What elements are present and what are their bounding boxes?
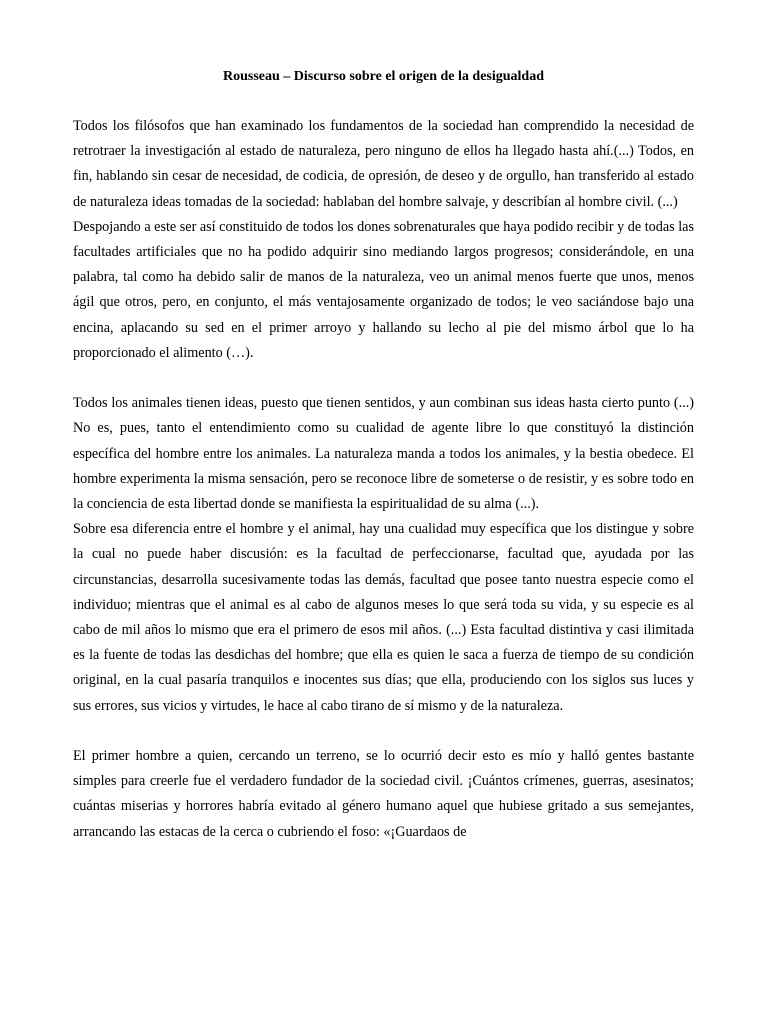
document-title: Rousseau – Discurso sobre el origen de la desigualdad: [223, 69, 544, 84]
paragraph-5: El primer hombre a quien, cercando un terreno, se lo ocurrió decir esto es mío y halló gentes bastante simples para creerle fue el verdadero fundador de la sociedad civil. ¡Cuántos crímenes, guerras, asesinatos; cuántas miserias y horrores habría evitado al género humano aquel que hubiese gritado a sus semejantes, arrancando las estacas de la cerca o cubriendo el foso: «¡Guardaos de: [73, 748, 694, 840]
spacer: [73, 89, 694, 114]
spacer: [73, 719, 694, 744]
paragraph-3: Todos los animales tienen ideas, puesto que tienen sentidos, y aun combinan sus ideas hasta cierto punto (...) No es, pues, tanto el entendimiento como su cualidad de agente libre lo que constituyó la distinción específica del hombre entre los animales. La naturaleza manda a todos los animales, y la bestia obedece. El hombre experimenta la misma sensación, pero se reconoce libre de someterse o de resistir, y es sobre todo en la conciencia de esta libertad donde se manifiesta la espiritualidad de su alma (...).: [73, 395, 694, 513]
document-page: [73, 64, 694, 1008]
spacer: [73, 366, 694, 391]
paragraph-2: Despojando a este ser así constituido de todos los dones sobrenaturales que haya podido recibir y de todas las facultades artificiales que no ha podido adquirir sino mediando largos progresos; considerándole, en una palabra, tal como ha debido salir de manos de la naturaleza, veo un animal menos fuerte que unos, menos ágil que otros, pero, en conjunto, el más ventajosamente organizado de todos; le veo saciándose bajo una encina, aplacando su sed en el primer arroyo y hallando su lecho al pie del mismo árbol que lo ha proporcionado el alimento (…).: [73, 218, 694, 361]
paragraph-4: Sobre esa diferencia entre el hombre y el animal, hay una cualidad muy específica que los distingue y sobre la cual no puede haber discusión: es la facultad de perfeccionarse, facultad que, ayudada por las circunstancias, desarrolla sucesivamente todas las demás, facultad que posee tanto nuestra especie como el individuo; mientras que el animal es al cabo de algunos meses lo que será toda su vida, y su especie es al cabo de mil años lo mismo que era el primero de esos mil años. (...) Esta facultad distintiva y casi ilimitada es la fuente de todas las desdichas del hombre; que ella es quien le saca a fuerza de tiempo de su condición original, en la cual pasaría tranquilos e inocentes sus días; que ella, produciendo con los siglos sus luces y sus errores, sus vicios y virtudes, le hace al cabo tirano de sí mismo y de la naturaleza.: [73, 521, 694, 714]
paragraph-1: Todos los filósofos que han examinado los fundamentos de la sociedad han comprendido la necesidad de retrotraer la investigación al estado de naturaleza, pero ninguno de ellos ha llegado hasta ahí.(...) Todos, en fin, hablando sin cesar de necesidad, de codicia, de opresión, de deseo y de orgullo, han transferido al estado de naturaleza ideas tomadas de la sociedad: hablaban del hombre salvaje, y describían al hombre civil. (...): [73, 118, 694, 210]
